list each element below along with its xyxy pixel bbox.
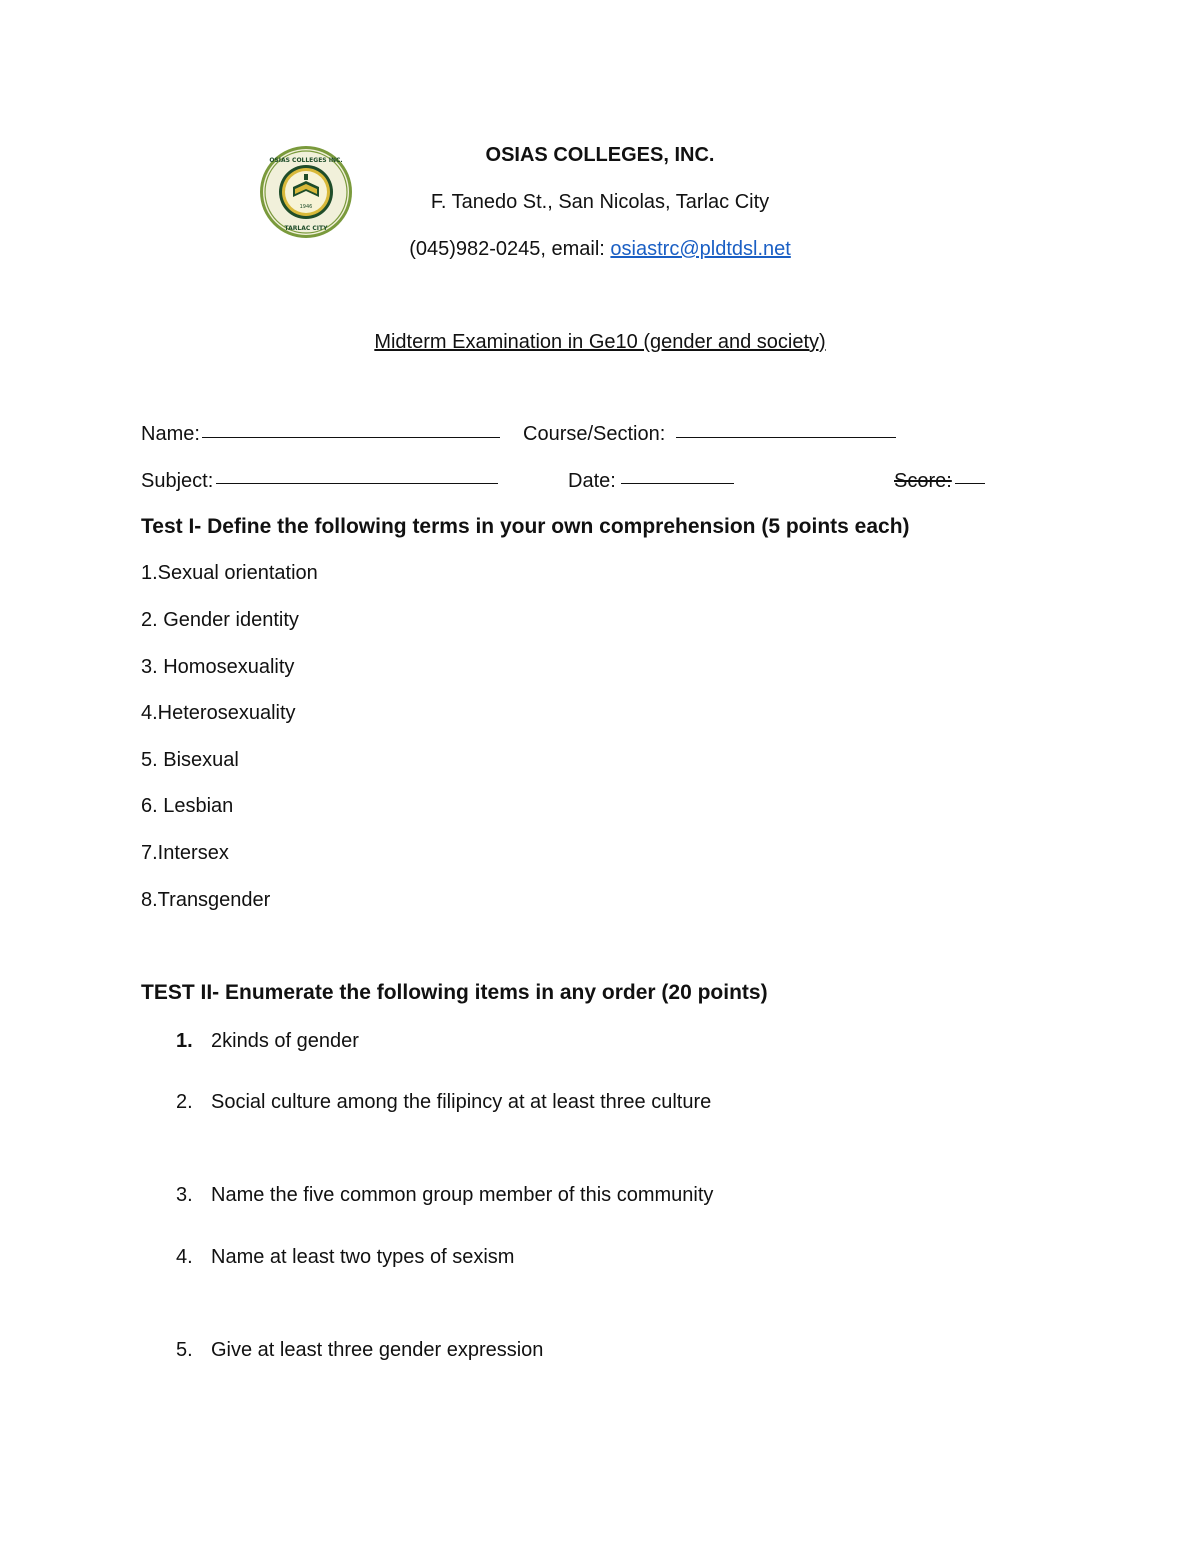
test2-item-number: 4.	[176, 1246, 193, 1268]
test2-item-number: 3.	[176, 1184, 193, 1206]
subject-line[interactable]	[216, 483, 498, 484]
logo-year: 1946	[299, 204, 313, 210]
score-line[interactable]	[955, 483, 985, 484]
test1-item: 2. Gender identity	[141, 609, 299, 631]
test2-item-number: 2.	[176, 1091, 193, 1113]
test1-item: 7.Intersex	[141, 842, 229, 864]
date-line[interactable]	[621, 483, 734, 484]
test2-item: Give at least three gender expression	[211, 1339, 544, 1361]
logo-text-bottom: TARLAC CITY	[284, 225, 328, 232]
test2-item: Name at least two types of sexism	[211, 1246, 515, 1268]
institution-name: OSIAS COLLEGES, INC.	[485, 144, 715, 166]
contact-phone: (045)982-0245, email:	[409, 238, 611, 260]
email-link[interactable]: osiastrc@pldtdsl.net	[610, 238, 791, 260]
test2-item: Social culture among the filipincy at at least three culture	[211, 1091, 712, 1113]
test1-item: 4.Heterosexuality	[141, 702, 296, 724]
test1-heading: Test I- Define the following terms in your own comprehension (5 points each)	[141, 515, 910, 538]
course-section-label: Course/Section:	[523, 423, 666, 445]
test1-item: 6. Lesbian	[141, 795, 234, 817]
exam-title: Midterm Examination in Ge10 (gender and society)	[374, 331, 826, 353]
test2-item-number: 1.	[176, 1030, 193, 1052]
name-label: Name:	[141, 423, 200, 445]
institution-address: F. Tanedo St., San Nicolas, Tarlac City	[430, 191, 770, 213]
test1-item: 5. Bisexual	[141, 749, 239, 771]
test1-item: 3. Homosexuality	[141, 656, 295, 678]
date-label: Date:	[568, 470, 616, 492]
name-line[interactable]	[202, 437, 500, 438]
logo-text-top: OSIAS COLLEGES INC.	[269, 157, 343, 164]
subject-label: Subject:	[141, 470, 214, 492]
score-label: Score:	[894, 470, 952, 492]
test2-item: 2kinds of gender	[211, 1030, 359, 1052]
test2-item: Name the five common group member of this community	[211, 1184, 714, 1206]
test1-item: 8.Transgender	[141, 889, 271, 911]
course-section-line[interactable]	[676, 437, 896, 438]
test2-heading: TEST II- Enumerate the following items in any order (20 points)	[141, 981, 768, 1004]
test2-item-number: 5.	[176, 1339, 193, 1361]
test1-item: 1.Sexual orientation	[141, 562, 318, 584]
institution-contact	[0, 238, 1200, 261]
